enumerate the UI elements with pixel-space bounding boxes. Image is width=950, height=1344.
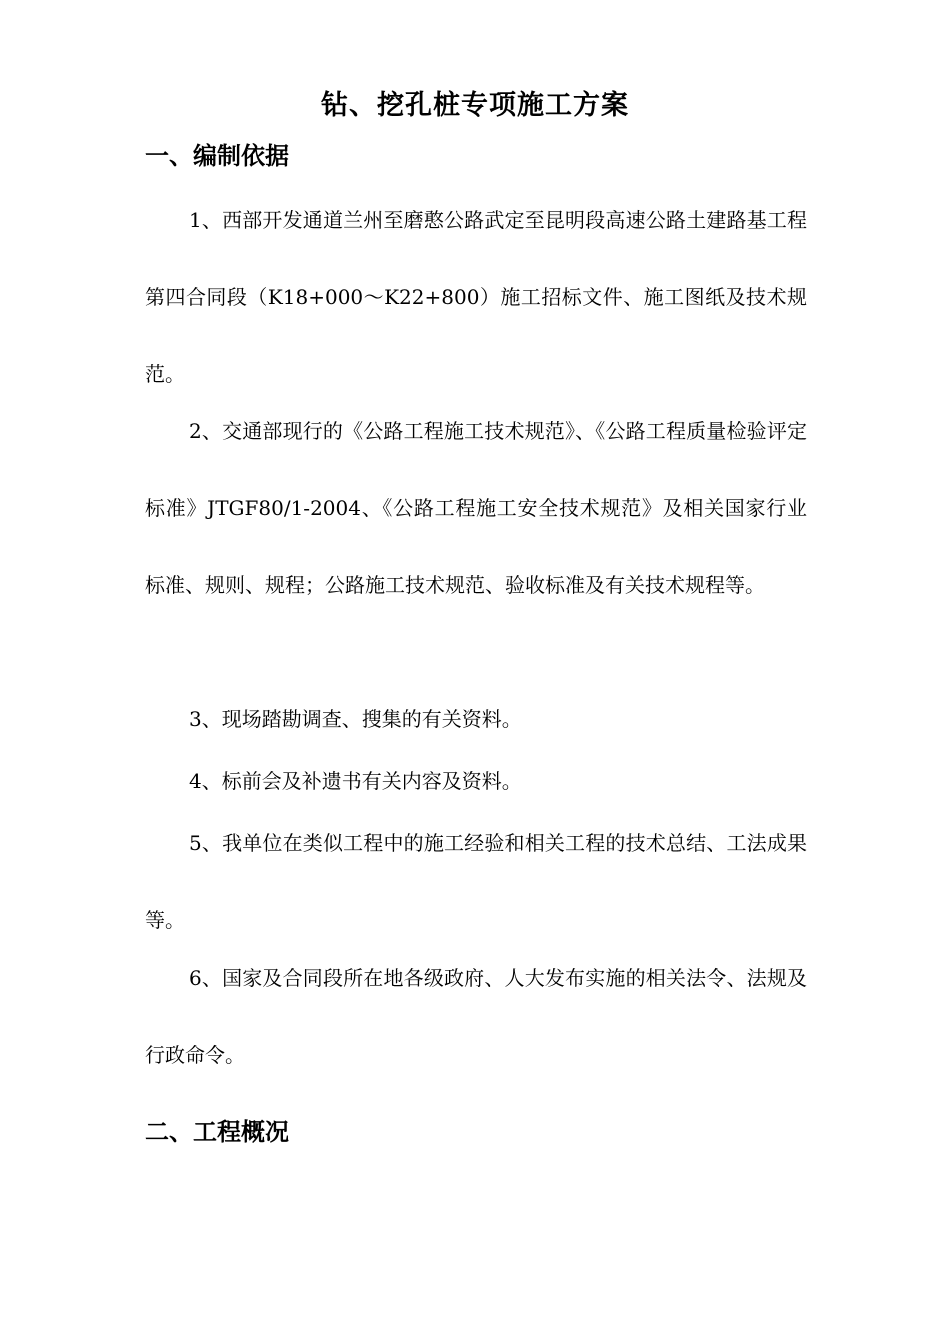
paragraph-basis-2: 2、交通部现行的《公路工程施工技术规范》、《公路工程质量检验评定标准》JTGF80/1-2004、《公路工程施工安全技术规范》及相关国家行业标准、规则、规程；公路施工技术规范、验收标准及有关技术规程等。 (145, 419, 807, 597)
section-heading-basis: 一、编制依据 (145, 141, 289, 170)
paragraph-basis-3: 3、现场踏勘调查、搜集的有关资料。 (189, 707, 522, 731)
paragraph-basis-4: 4、标前会及补遗书有关内容及资料。 (189, 769, 522, 793)
paragraph-basis-1: 1、西部开发通道兰州至磨憨公路武定至昆明段高速公路土建路基工程第四合同段（K18+000～K22+800）施工招标文件、施工图纸及技术规范。 (145, 208, 807, 386)
paragraph-basis-5: 5、我单位在类似工程中的施工经验和相关工程的技术总结、工法成果等。 (145, 831, 807, 932)
document-title: 钻、挖孔桩专项施工方案 (321, 90, 629, 121)
paragraph-basis-6: 6、国家及合同段所在地各级政府、人大发布实施的相关法令、法规及行政命令。 (145, 966, 807, 1067)
section-heading-overview: 二、工程概况 (145, 1117, 289, 1146)
